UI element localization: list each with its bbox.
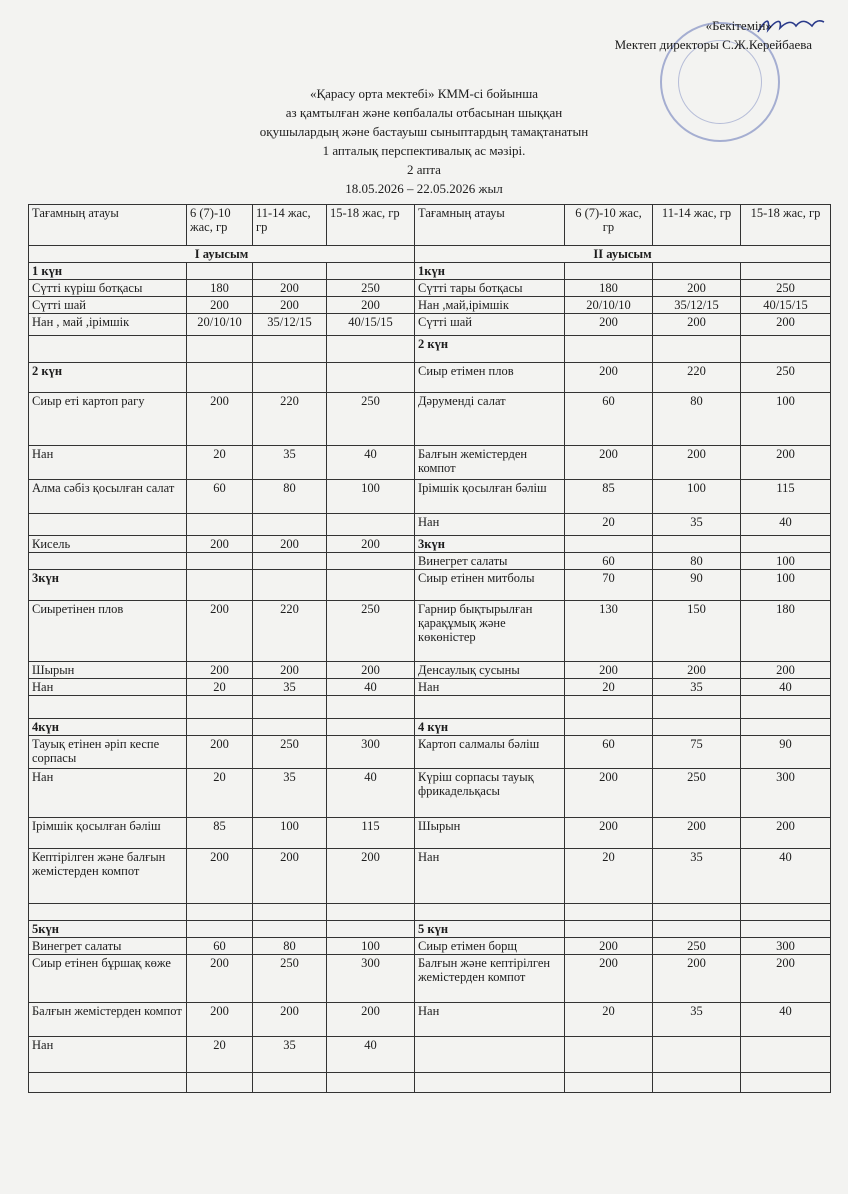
table-row bbox=[29, 1003, 831, 1037]
portion-cell bbox=[565, 904, 653, 921]
portion-cell: 200 bbox=[565, 955, 653, 1003]
portion-cell: 200 bbox=[741, 955, 831, 1003]
portion-cell: 200 bbox=[187, 297, 253, 314]
portion-cell bbox=[187, 904, 253, 921]
table-row bbox=[29, 314, 831, 336]
portion-cell: 250 bbox=[653, 769, 741, 818]
dish-name-cell: Денсаулық сусыны bbox=[415, 662, 565, 679]
date-range: 18.05.2026 – 22.05.2026 жыл bbox=[345, 181, 503, 196]
portion-cell bbox=[653, 696, 741, 719]
portion-cell: 35 bbox=[253, 679, 327, 696]
dish-name-cell: Нан bbox=[29, 1037, 187, 1073]
column-header-row bbox=[29, 205, 831, 246]
portion-cell bbox=[187, 263, 253, 280]
portion-cell: 250 bbox=[741, 363, 831, 393]
table-row bbox=[29, 393, 831, 446]
portion-cell bbox=[187, 336, 253, 363]
dish-name-cell: Сүтті шай bbox=[415, 314, 565, 336]
portion-cell: 20/10/10 bbox=[565, 297, 653, 314]
portion-cell: 40 bbox=[741, 514, 831, 536]
dish-name-cell: Сүтті күріш ботқасы bbox=[29, 280, 187, 297]
dish-name-cell bbox=[29, 514, 187, 536]
table-row bbox=[29, 263, 831, 280]
portion-cell: 100 bbox=[653, 480, 741, 514]
portion-cell bbox=[327, 336, 415, 363]
portion-cell: 35 bbox=[253, 1037, 327, 1073]
portion-cell bbox=[327, 719, 415, 736]
portion-cell: 75 bbox=[653, 736, 741, 769]
portion-cell bbox=[327, 1073, 415, 1093]
table-row bbox=[29, 818, 831, 849]
table-row bbox=[29, 570, 831, 601]
portion-cell: 20 bbox=[565, 514, 653, 536]
dish-name-cell: Картоп салмалы бәліш bbox=[415, 736, 565, 769]
dish-name-cell: Ірімшік қосылған бәліш bbox=[415, 480, 565, 514]
dish-name-cell bbox=[29, 696, 187, 719]
portion-cell: 115 bbox=[741, 480, 831, 514]
document-header bbox=[0, 84, 848, 198]
column-header: Тағамның атауы bbox=[29, 205, 187, 246]
table-row bbox=[29, 1037, 831, 1073]
dish-name-cell: Сиыр етімен плов bbox=[415, 363, 565, 393]
portion-cell: 180 bbox=[565, 280, 653, 297]
dish-name-cell: Сүтті шай bbox=[29, 297, 187, 314]
table-row bbox=[29, 601, 831, 662]
dish-name-cell: Кептірілген және балғын жемістерден компот bbox=[29, 849, 187, 904]
portion-cell bbox=[565, 719, 653, 736]
table-row bbox=[29, 662, 831, 679]
portion-cell: 35 bbox=[653, 679, 741, 696]
dish-name-cell: Балғын жемістерден компот bbox=[415, 446, 565, 480]
portion-cell: 250 bbox=[741, 280, 831, 297]
table-row bbox=[29, 679, 831, 696]
portion-cell: 200 bbox=[565, 662, 653, 679]
portion-cell: 20 bbox=[187, 1037, 253, 1073]
portion-cell: 20 bbox=[565, 679, 653, 696]
portion-cell bbox=[653, 719, 741, 736]
portion-cell: 100 bbox=[327, 480, 415, 514]
dish-name-cell: 1 күн bbox=[29, 263, 187, 280]
portion-cell: 20 bbox=[565, 1003, 653, 1037]
portion-cell: 100 bbox=[253, 818, 327, 849]
dish-name-cell: 3күн bbox=[415, 536, 565, 553]
portion-cell: 40/15/15 bbox=[327, 314, 415, 336]
portion-cell: 200 bbox=[653, 446, 741, 480]
portion-cell: 220 bbox=[653, 363, 741, 393]
portion-cell bbox=[653, 904, 741, 921]
portion-cell: 35 bbox=[253, 446, 327, 480]
dish-name-cell: Нан bbox=[415, 514, 565, 536]
portion-cell bbox=[327, 263, 415, 280]
portion-cell: 60 bbox=[187, 480, 253, 514]
portion-cell: 200 bbox=[327, 1003, 415, 1037]
dish-name-cell: Нан , май ,ірімшік bbox=[29, 314, 187, 336]
portion-cell bbox=[653, 336, 741, 363]
dish-name-cell: Шырын bbox=[29, 662, 187, 679]
header-line: оқушылардың және бастауыш сыныптардың тамақтанатын bbox=[259, 124, 589, 139]
portion-cell: 20 bbox=[565, 849, 653, 904]
dish-name-cell: Балғын жемістерден компот bbox=[29, 1003, 187, 1037]
portion-cell bbox=[253, 570, 327, 601]
table-row bbox=[29, 480, 831, 514]
portion-cell: 100 bbox=[741, 393, 831, 446]
portion-cell: 40 bbox=[327, 679, 415, 696]
dish-name-cell: Тауық етінен әріп кеспе сорпасы bbox=[29, 736, 187, 769]
portion-cell bbox=[741, 719, 831, 736]
column-header: 11-14 жас, гр bbox=[653, 205, 741, 246]
portion-cell: 250 bbox=[327, 393, 415, 446]
dish-name-cell bbox=[415, 1037, 565, 1073]
portion-cell bbox=[741, 1037, 831, 1073]
column-header: 6 (7)-10 жас, гр bbox=[187, 205, 253, 246]
dish-name-cell bbox=[415, 1073, 565, 1093]
table-row bbox=[29, 446, 831, 480]
portion-cell: 35/12/15 bbox=[253, 314, 327, 336]
portion-cell bbox=[565, 536, 653, 553]
portion-cell: 20 bbox=[187, 679, 253, 696]
portion-cell bbox=[565, 263, 653, 280]
portion-cell: 40 bbox=[741, 679, 831, 696]
dish-name-cell: Шырын bbox=[415, 818, 565, 849]
dish-name-cell: Нан bbox=[415, 1003, 565, 1037]
portion-cell bbox=[741, 904, 831, 921]
portion-cell: 40 bbox=[741, 1003, 831, 1037]
portion-cell: 200 bbox=[565, 818, 653, 849]
portion-cell bbox=[327, 363, 415, 393]
dish-name-cell bbox=[29, 904, 187, 921]
portion-cell: 250 bbox=[653, 938, 741, 955]
portion-cell bbox=[653, 536, 741, 553]
portion-cell bbox=[253, 1073, 327, 1093]
portion-cell: 200 bbox=[653, 314, 741, 336]
portion-cell: 250 bbox=[253, 955, 327, 1003]
portion-cell bbox=[741, 536, 831, 553]
table-row bbox=[29, 955, 831, 1003]
dish-name-cell: Дәрумeнді салат bbox=[415, 393, 565, 446]
dish-name-cell: Винегрет салаты bbox=[415, 553, 565, 570]
portion-cell bbox=[565, 1037, 653, 1073]
portion-cell: 80 bbox=[253, 480, 327, 514]
table-row bbox=[29, 938, 831, 955]
table-row bbox=[29, 769, 831, 818]
portion-cell bbox=[253, 696, 327, 719]
portion-cell: 200 bbox=[327, 662, 415, 679]
dish-name-cell: Нан ,май,ірімшік bbox=[415, 297, 565, 314]
portion-cell bbox=[253, 336, 327, 363]
header-line: аз қамтылған және көпбалалы отбасынан шыққан bbox=[285, 105, 563, 120]
portion-cell: 200 bbox=[187, 849, 253, 904]
portion-cell: 300 bbox=[327, 736, 415, 769]
table-row bbox=[29, 536, 831, 553]
portion-cell: 60 bbox=[565, 553, 653, 570]
portion-cell: 130 bbox=[565, 601, 653, 662]
portion-cell: 200 bbox=[565, 938, 653, 955]
portion-cell bbox=[253, 904, 327, 921]
portion-cell: 40 bbox=[327, 446, 415, 480]
portion-cell: 35/12/15 bbox=[653, 297, 741, 314]
portion-cell: 200 bbox=[187, 955, 253, 1003]
portion-cell bbox=[327, 921, 415, 938]
portion-cell bbox=[327, 514, 415, 536]
portion-cell: 100 bbox=[327, 938, 415, 955]
portion-cell bbox=[565, 696, 653, 719]
approval-block bbox=[615, 16, 812, 54]
dish-name-cell bbox=[415, 904, 565, 921]
shift-header-row bbox=[29, 246, 831, 263]
dish-name-cell bbox=[29, 1073, 187, 1093]
portion-cell: 200 bbox=[565, 363, 653, 393]
column-header: Тағамның атауы bbox=[415, 205, 565, 246]
dish-name-cell: Балғын және кептірілген жемістерден компот bbox=[415, 955, 565, 1003]
portion-cell: 150 bbox=[653, 601, 741, 662]
table-row bbox=[29, 280, 831, 297]
portion-cell: 200 bbox=[253, 662, 327, 679]
dish-name-cell: Сиыр етімен борщ bbox=[415, 938, 565, 955]
portion-cell bbox=[187, 719, 253, 736]
portion-cell: 100 bbox=[741, 570, 831, 601]
portion-cell bbox=[653, 1073, 741, 1093]
portion-cell: 60 bbox=[565, 736, 653, 769]
dish-name-cell: Нан bbox=[29, 679, 187, 696]
portion-cell bbox=[741, 696, 831, 719]
portion-cell: 250 bbox=[327, 280, 415, 297]
portion-cell bbox=[741, 921, 831, 938]
column-header: 15-18 жас, гр bbox=[327, 205, 415, 246]
portion-cell bbox=[565, 336, 653, 363]
portion-cell: 300 bbox=[741, 769, 831, 818]
portion-cell: 250 bbox=[327, 601, 415, 662]
portion-cell bbox=[253, 363, 327, 393]
portion-cell bbox=[187, 921, 253, 938]
portion-cell: 200 bbox=[653, 662, 741, 679]
portion-cell bbox=[187, 514, 253, 536]
portion-cell: 70 bbox=[565, 570, 653, 601]
portion-cell bbox=[565, 921, 653, 938]
dish-name-cell: Нан bbox=[415, 679, 565, 696]
dish-name-cell: Сиыр еті картоп рагу bbox=[29, 393, 187, 446]
portion-cell bbox=[653, 263, 741, 280]
table-row bbox=[29, 514, 831, 536]
portion-cell: 20 bbox=[187, 446, 253, 480]
portion-cell: 300 bbox=[327, 955, 415, 1003]
portion-cell: 200 bbox=[327, 297, 415, 314]
dish-name-cell: Кисель bbox=[29, 536, 187, 553]
portion-cell: 300 bbox=[741, 938, 831, 955]
portion-cell: 200 bbox=[253, 280, 327, 297]
portion-cell: 200 bbox=[253, 849, 327, 904]
portion-cell: 40 bbox=[327, 769, 415, 818]
dish-name-cell bbox=[29, 336, 187, 363]
week-number: 2 апта bbox=[407, 162, 441, 177]
dish-name-cell: Нан bbox=[29, 446, 187, 480]
portion-cell: 20/10/10 bbox=[187, 314, 253, 336]
dish-name-cell: 5 күн bbox=[415, 921, 565, 938]
portion-cell bbox=[187, 553, 253, 570]
table-row bbox=[29, 921, 831, 938]
header-line: «Қарасу орта мектебі» КММ-сі бойынша bbox=[309, 86, 539, 101]
portion-cell: 200 bbox=[187, 393, 253, 446]
portion-cell: 80 bbox=[253, 938, 327, 955]
portion-cell: 100 bbox=[741, 553, 831, 570]
portion-cell bbox=[253, 514, 327, 536]
portion-cell: 200 bbox=[653, 955, 741, 1003]
portion-cell: 60 bbox=[565, 393, 653, 446]
portion-cell: 115 bbox=[327, 818, 415, 849]
portion-cell: 40 bbox=[327, 1037, 415, 1073]
portion-cell: 200 bbox=[187, 736, 253, 769]
portion-cell bbox=[253, 921, 327, 938]
dish-name-cell: Нан bbox=[415, 849, 565, 904]
portion-cell: 200 bbox=[187, 1003, 253, 1037]
dish-name-cell: 3күн bbox=[29, 570, 187, 601]
portion-cell: 90 bbox=[653, 570, 741, 601]
dish-name-cell: Сиыретінен плов bbox=[29, 601, 187, 662]
portion-cell bbox=[565, 1073, 653, 1093]
portion-cell: 180 bbox=[741, 601, 831, 662]
portion-cell bbox=[187, 696, 253, 719]
dish-name-cell: Гарнир бықтырылған қарақұмық және көкөністер bbox=[415, 601, 565, 662]
table-row bbox=[29, 297, 831, 314]
table-row bbox=[29, 719, 831, 736]
dish-name-cell: Винегрет салаты bbox=[29, 938, 187, 955]
portion-cell: 40 bbox=[741, 849, 831, 904]
portion-cell: 200 bbox=[565, 769, 653, 818]
shift-1-label: I ауысым bbox=[29, 246, 415, 263]
dish-name-cell bbox=[415, 696, 565, 719]
dish-name-cell: Сүтті тары ботқасы bbox=[415, 280, 565, 297]
dish-name-cell bbox=[29, 553, 187, 570]
table-row bbox=[29, 696, 831, 719]
dish-name-cell: Алма сәбіз қосылған салат bbox=[29, 480, 187, 514]
dish-name-cell: 4күн bbox=[29, 719, 187, 736]
approval-title: «Бекітемін» bbox=[705, 18, 772, 33]
portion-cell bbox=[253, 263, 327, 280]
portion-cell bbox=[187, 570, 253, 601]
dish-name-cell: 2 күн bbox=[415, 336, 565, 363]
portion-cell: 35 bbox=[653, 1003, 741, 1037]
table-row bbox=[29, 1073, 831, 1093]
shift-2-label: II ауысым bbox=[415, 246, 831, 263]
portion-cell: 200 bbox=[565, 314, 653, 336]
portion-cell bbox=[327, 570, 415, 601]
portion-cell: 200 bbox=[565, 446, 653, 480]
portion-cell: 85 bbox=[187, 818, 253, 849]
table-row bbox=[29, 363, 831, 393]
portion-cell bbox=[741, 263, 831, 280]
portion-cell: 220 bbox=[253, 393, 327, 446]
dish-name-cell: 1күн bbox=[415, 263, 565, 280]
portion-cell: 85 bbox=[565, 480, 653, 514]
column-header: 15-18 жас, гр bbox=[741, 205, 831, 246]
dish-name-cell: 4 күн bbox=[415, 719, 565, 736]
portion-cell: 200 bbox=[741, 314, 831, 336]
portion-cell: 200 bbox=[187, 662, 253, 679]
portion-cell: 200 bbox=[741, 662, 831, 679]
portion-cell bbox=[653, 1037, 741, 1073]
portion-cell bbox=[253, 553, 327, 570]
portion-cell bbox=[327, 696, 415, 719]
portion-cell bbox=[187, 363, 253, 393]
dish-name-cell: Сиыр етінен бұршақ көже bbox=[29, 955, 187, 1003]
dish-name-cell: 5күн bbox=[29, 921, 187, 938]
dish-name-cell: Сиыр етінен митболы bbox=[415, 570, 565, 601]
portion-cell bbox=[741, 1073, 831, 1093]
table-row bbox=[29, 849, 831, 904]
portion-cell bbox=[253, 719, 327, 736]
portion-cell: 35 bbox=[253, 769, 327, 818]
portion-cell: 220 bbox=[253, 601, 327, 662]
portion-cell bbox=[327, 904, 415, 921]
portion-cell: 20 bbox=[187, 769, 253, 818]
portion-cell: 250 bbox=[253, 736, 327, 769]
table-row bbox=[29, 336, 831, 363]
portion-cell: 80 bbox=[653, 553, 741, 570]
portion-cell: 200 bbox=[653, 280, 741, 297]
dish-name-cell: Ірімшік қосылған бәліш bbox=[29, 818, 187, 849]
dish-name-cell: 2 күн bbox=[29, 363, 187, 393]
menu-table bbox=[28, 204, 831, 1093]
portion-cell: 90 bbox=[741, 736, 831, 769]
dish-name-cell: Нан bbox=[29, 769, 187, 818]
portion-cell: 200 bbox=[653, 818, 741, 849]
portion-cell: 200 bbox=[253, 297, 327, 314]
table-row bbox=[29, 736, 831, 769]
table-row bbox=[29, 904, 831, 921]
portion-cell: 40/15/15 bbox=[741, 297, 831, 314]
portion-cell: 200 bbox=[741, 446, 831, 480]
director-line: Мектеп директоры С.Ж.Керейбаева bbox=[614, 37, 812, 52]
dish-name-cell: Күріш сорпасы тауық фрикадельқасы bbox=[415, 769, 565, 818]
portion-cell: 180 bbox=[187, 280, 253, 297]
header-line: 1 апталық перспективалық ас мәзірі. bbox=[322, 143, 526, 158]
portion-cell: 200 bbox=[327, 536, 415, 553]
portion-cell bbox=[187, 1073, 253, 1093]
portion-cell: 200 bbox=[741, 818, 831, 849]
portion-cell: 200 bbox=[253, 1003, 327, 1037]
column-header: 6 (7)-10 жас, гр bbox=[565, 205, 653, 246]
portion-cell: 60 bbox=[187, 938, 253, 955]
portion-cell: 200 bbox=[187, 536, 253, 553]
portion-cell: 35 bbox=[653, 514, 741, 536]
portion-cell bbox=[741, 336, 831, 363]
portion-cell bbox=[327, 553, 415, 570]
portion-cell: 80 bbox=[653, 393, 741, 446]
portion-cell: 200 bbox=[187, 601, 253, 662]
portion-cell: 35 bbox=[653, 849, 741, 904]
column-header: 11-14 жас, гр bbox=[253, 205, 327, 246]
portion-cell bbox=[653, 921, 741, 938]
portion-cell: 200 bbox=[253, 536, 327, 553]
table-row bbox=[29, 553, 831, 570]
portion-cell: 200 bbox=[327, 849, 415, 904]
